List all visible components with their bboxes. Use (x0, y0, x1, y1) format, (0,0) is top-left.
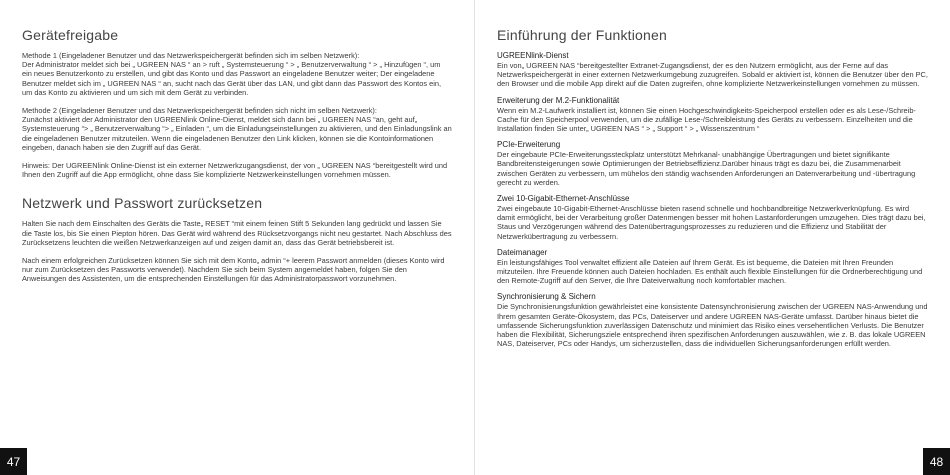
feature-text: Ein leistungsfähiges Tool verwaltet effizient alle Dateien auf Ihrem Gerät. Es ist bequeme, die Dateien mit Ihren Freunden mitzuteilen. Ihre Freuende können auch Dateien hochladen. Es enthält auch flexible Einstellungen für die Ordnerberechtigung und den Remote-Zugriff auf den Server, die Ihre Dateiverwaltung noch komfortabler machen. (497, 257, 923, 286)
paragraph-method2-body: Zunächst aktiviert der Administrator den UGREENlink Online-Dienst, meldet sich dann bei „ UGREEN NAS “an, geht auf„ Systemsteuerung “> „ Benutzerverwaltung “> „ Einladen “, um die Einladungseinstellungen zu aktivieren, und den Einladungslink an die eingeladenen Benutzer mitzuteilen. Wenn die eingeladenen Benutzer den Link klicken, können sie die Kontoinformationen eingeben, danach haben sie den Zugriff auf das Gerät. (22, 115, 452, 152)
feature-heading: Erweiterung der M.2-Funktionalität (497, 95, 620, 105)
feature-text: Der eingebaute PCIe-Erweiterungssteckplatz unterstützt Mehrkanal- unabhängige Übertragungen und bietet signifikante Bandbreitensteigerungen sowie Optimierungen der Betriebseffizienz.Darüber hinaus trägt es dazu bei, die Zusammenarbeit zwischen Geräten zu verbessern, um mühelos den ständig wachsenden Anforderungen an Datenverarbeitung und -übertragung gerecht zu werden. (497, 150, 916, 187)
feature-heading: Dateimanager (497, 247, 548, 257)
paragraph-reset-instructions: Halten Sie nach dem Einschalten des Geräts die Taste„ RESET “mit einem feinen Stift 5 Sekunden lang gedrückt und lassen Sie die Taste los, bis Sie einen Piepton hören. Das Gerät wird während des Rücksetzvorgangs nicht neu gestartet. Nach Abschluss des Zurücksetzens leuchten die weißen Netzwerkanzeigen auf und zeigen damit an, dass das Gerät betriebsbereit ist. (22, 219, 452, 247)
feature-heading: UGREENlink-Dienst (497, 51, 569, 60)
feature-text: Zwei eingebaute 10-Gigabit-Ethernet-Anschlüsse bieten rasend schnelle und hochbandbreitige Netzwerkverknüpfung. Es wird damit ermöglicht, bei der Verarbeitung großer Datenmengen besser mit hohen Lastanforderungen umzugehen. Dies trägt dazu bei, Staus und Verzögerungen während des Datenübertragungsprozesses zu reduzieren und die Effizienz und Stabilität der Netzwerkübertragung zu verbessern. (497, 204, 926, 241)
right-page (475, 0, 950, 475)
paragraph-method2-heading: Methode 2 (Eingeladener Benutzer und das Netzwerkspeichergerät befinden sich nicht im selben Netzwerk): (22, 106, 377, 116)
feature-sync-backup (497, 292, 929, 348)
paragraph-method1-body: Der Administrator meldet sich bei „ UGREEN NAS “ an > ruft „ Systemsteuerung “ > „ Benutzerverwaltung “ > „ Hinzufügen “, um ein neues Benutzerkonto zu erstellen, und gibt das Konto und das Passwort an eingeladene Benutzer weiter; Der eingeladene Benutzer meldet sich im „ UGREEN NAS “ an, sucht nach das Gerät über das LAN, und gibt dann das Passwort des Kontos ein, um das Konto zu aktivieren und um sich mit dem Gerät zu verbinden. (22, 60, 442, 97)
section-title-device-sharing: Gerätefreigabe (22, 27, 119, 43)
right-page-content (497, 27, 929, 355)
feature-heading: Synchronisierung & Sichern (497, 292, 596, 302)
feature-file-manager (497, 248, 929, 286)
feature-heading: Zwei 10-Gigabit-Ethernet-Anschlüsse (497, 194, 630, 204)
feature-text: Die Synchronisierungsfunktion gewährleistet eine konsistente Datensynchronisierung zwischen der UGREEN NAS-Anwendung und Ihrem gesamten Geräte-Ökosystem, das PCs, Dateiserver und andere UGREEN NAS-Geräte umfasst. Darüber hinaus bietet die umfassende Sicherungsfunktion zuverlässigen Datenschutz und minimiert das Risiko eines versehentlichen Verlusts. Die Benutzer haben die Flexibilität, Sicherungsziele entsprechend ihren spezifischen Anforderungen auszuwählen, wie z. B. das lokale UGREEN NAS, Dateiserver, PCs oder Handys, um sicherzustellen, dass die individuellen Sicherungsanforderungen erfüllt werden. (497, 302, 928, 349)
feature-pcie (497, 140, 929, 187)
feature-text: Ein von„ UGREEN NAS “bereitgestellter Extranet-Zugangsdienst, der es den Nutzern ermöglicht, aus der Ferne auf das Netzwerkspeichergerät in einer externen Netzwerkumgebung zuzugreifen. Sobald er aktiviert ist, können die Benutzer über den PC, den Browser und die mobile App direkt auf die Daten zugreifen, ohne komplizierte Netzwerkeinstellungen vornehmen zu müssen. (497, 61, 928, 89)
page-number-left: 47 (0, 448, 27, 475)
left-page-content (22, 27, 452, 293)
section-title-features: Einführung der Funktionen (497, 27, 667, 43)
feature-10gbe (497, 194, 929, 241)
page-number-right: 48 (923, 448, 950, 475)
paragraph-reset-login: Nach einem erfolgreichen Zurücksetzen können Sie sich mit dem Konto„ admin “+ leerem Passwort anmelden (dieses Konto wird nur zum Zurücksetzen des Passworts verwendet). Nachdem Sie sich beim System angemeldet haben, folgen Sie den Anweisungen des Assistenten, um die entsprechenden Einstellungen für das Administratorpasswort vorzunehmen. (22, 256, 445, 284)
paragraph-method1-heading: Methode 1 (Eingeladener Benutzer und das Netzwerkspeichergerät befinden sich im selben Netzwerk): (22, 51, 360, 60)
feature-heading: PCIe-Erweiterung (497, 140, 561, 150)
feature-text: Wenn ein M.2-Laufwerk installiert ist, können Sie einen Hochgeschwindigkeits-Speicherpool erstellen oder es als Lese-/Schreib-Cache für den Speicherpool verwenden, um die zufällige Lese-/Schreibleistung des Geräts zu verbessern. Einzelheiten und die Installation finden Sie unter„ UGREEN NAS “ > „ Support “ > „ Wissenszentrum “ (497, 105, 916, 134)
section-title-reset: Netzwerk und Passwort zurücksetzen (22, 195, 263, 212)
feature-ugreenlink (497, 51, 929, 89)
feature-m2 (497, 96, 929, 134)
paragraph-note: Hinweis: Der UGREENlink Online-Dienst ist ein externer Netzwerkzugangsdienst, der von „ UGREEN NAS “bereitgestellt wird und Ihnen den Zugriff auf die App ermöglicht, ohne dass Sie komplizierte Netzwerkeinstellungen vornehmen müssen. (22, 161, 448, 180)
